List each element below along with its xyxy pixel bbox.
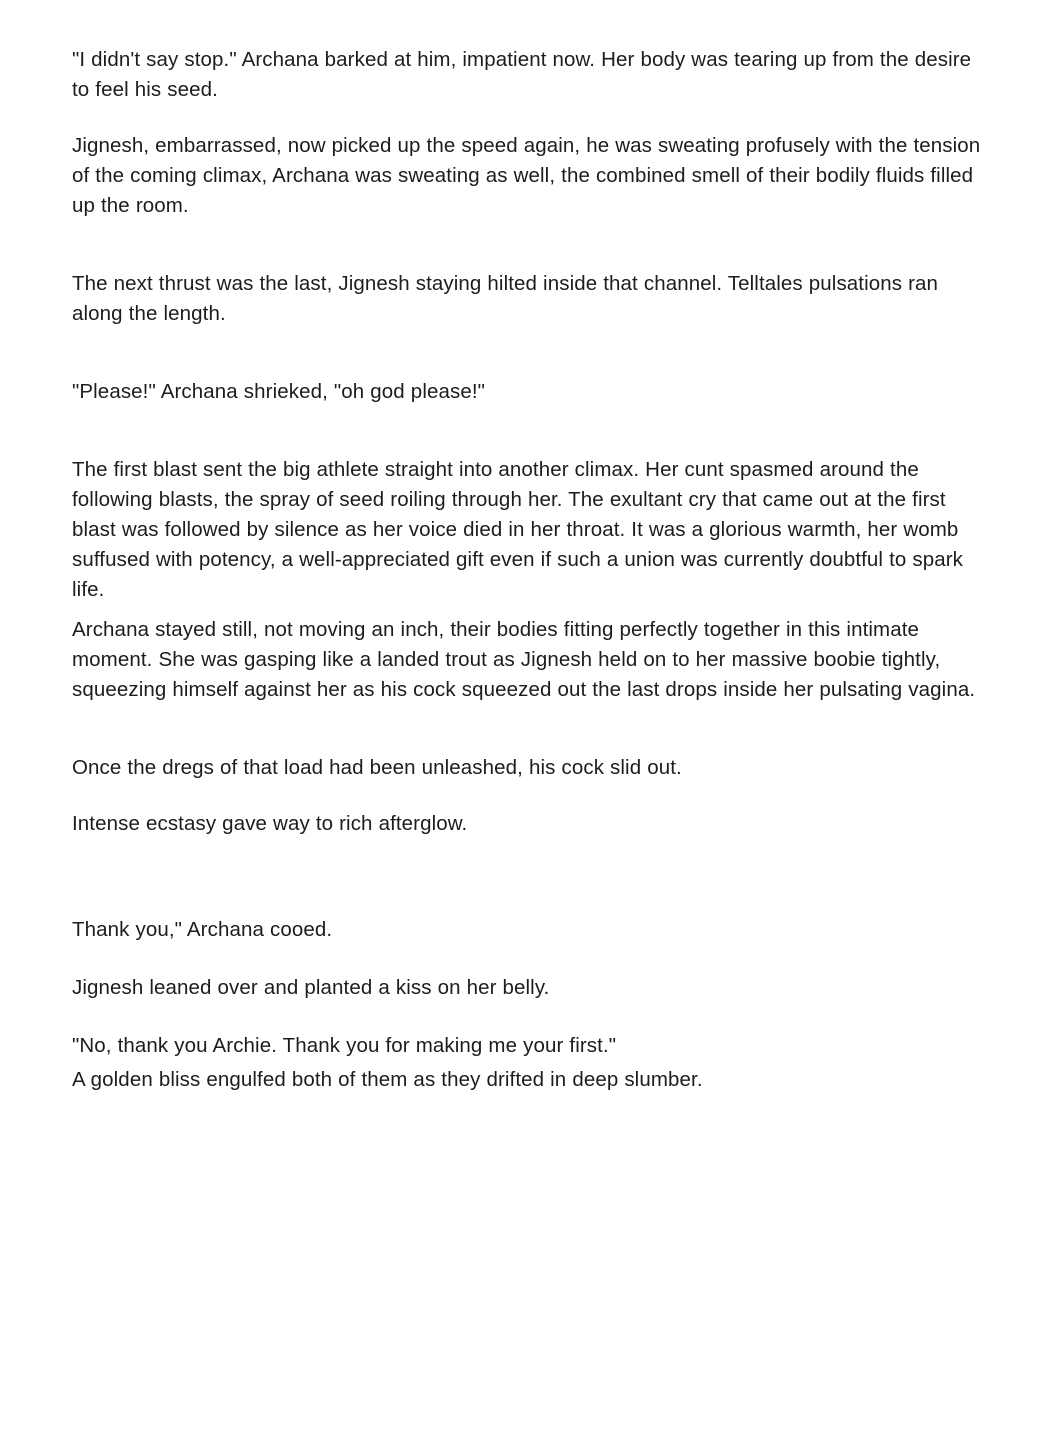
paragraph-3: The next thrust was the last, Jignesh staying hilted inside that channel. Telltales pulsations ran along the length.: [72, 272, 939, 325]
paragraph-5: The first blast sent the big athlete straight into another climax. Her cunt spasmed around the following blasts, the spray of seed roiling through her. The exultant cry that came out at the first blast was followed by silence as her voice died in her throat. It was a glorious warmth, her womb suffused with potency, a well-appreciated gift even if such a union was currently doubtful to spark life.: [72, 458, 964, 601]
paragraph-6: Archana stayed still, not moving an inch, their bodies fitting perfectly together in this intimate moment. She was gasping like a landed trout as Jignesh held on to her massive boobie tightly, squeezing himself against her as his cock squeezed out the last drops inside her pulsating vagina.: [72, 618, 976, 701]
paragraph-1: "I didn't say stop." Archana barked at him, impatient now. Her body was tearing up from the desire to feel his seed.: [72, 48, 972, 101]
paragraph-7: Once the dregs of that load had been unleashed, his cock slid out.: [72, 756, 682, 779]
document-text-body: [72, 45, 987, 1095]
paragraph-2: Jignesh, embarrassed, now picked up the speed again, he was sweating profusely with the tension of the coming climax, Archana was sweating as well, the combined smell of their bodily fluids filled up the room.: [72, 134, 981, 217]
paragraph-12: A golden bliss engulfed both of them as they drifted in deep slumber.: [72, 1068, 703, 1091]
paragraph-11: "No, thank you Archie. Thank you for making me your first.": [72, 1034, 617, 1057]
paragraph-8: Intense ecstasy gave way to rich afterglow.: [72, 812, 468, 835]
paragraph-10: Jignesh leaned over and planted a kiss on her belly.: [72, 976, 550, 999]
paragraph-9: Thank you," Archana cooed.: [72, 918, 333, 941]
paragraph-4: "Please!" Archana shrieked, "oh god please!": [72, 380, 486, 403]
